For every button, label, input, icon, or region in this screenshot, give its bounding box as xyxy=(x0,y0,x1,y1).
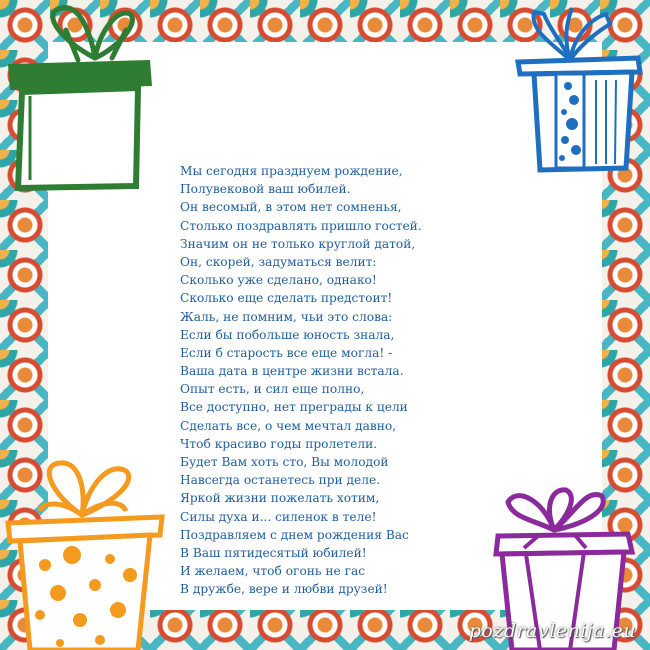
poem-line: Силы духа и... силенок в теле! xyxy=(180,509,377,524)
poem-line: Столько поздравлять пришло гостей. xyxy=(180,218,422,233)
poem-line: Сколько уже сделано, однако! xyxy=(180,273,377,288)
poem-line: Полувековой ваш юбилей. xyxy=(180,182,351,197)
poem-line: Яркой жизни пожелать хотим, xyxy=(180,491,380,506)
poem-line: И желаем, чтоб огонь не гас xyxy=(180,564,366,579)
poem-line: Значим он не только круглой датой, xyxy=(180,236,416,251)
poem-line: Если б старость все еще могла! - xyxy=(180,345,393,360)
poem-line: Поздравляем с днем рождения Вас xyxy=(180,527,409,542)
poem-line: Если бы побольше юность знала, xyxy=(180,327,395,342)
poem-line: Он весомый, в этом нет сомненья, xyxy=(180,200,402,215)
poem-line: Жаль, не помним, чьи это слова: xyxy=(180,309,393,324)
poem-line: Навсегда останетесь при деле. xyxy=(180,473,381,488)
green-gift-icon xyxy=(0,0,160,195)
watermark: pozdravlenija.eu xyxy=(468,620,636,642)
poem-line: Мы сегодня празднуем рождение, xyxy=(180,164,403,178)
poem-line: Он, скорей, задуматься велит: xyxy=(180,254,377,269)
poem-line: Опыт есть, и сил еще полно, xyxy=(180,382,365,397)
blue-gift-icon xyxy=(510,0,650,175)
orange-gift-icon xyxy=(0,455,175,650)
poem-text xyxy=(180,162,450,599)
poem-line: В дружбе, вере и любви друзей! xyxy=(180,582,388,597)
poem-line: Сделать все, о чем мечтал давно, xyxy=(180,418,397,433)
poem-line: Чтоб красиво годы пролетели. xyxy=(180,436,378,451)
poem-line: Ваша дата в центре жизни встала. xyxy=(180,364,404,379)
poem-line: Все доступно, нет преграды к цели xyxy=(180,400,408,415)
poem-line: Будет Вам хоть сто, Вы молодой xyxy=(180,455,389,469)
poem-line: В Ваш пятидесятый юбилей! xyxy=(180,545,367,560)
poem-line: Сколько еще сделать предстоит! xyxy=(180,291,393,306)
